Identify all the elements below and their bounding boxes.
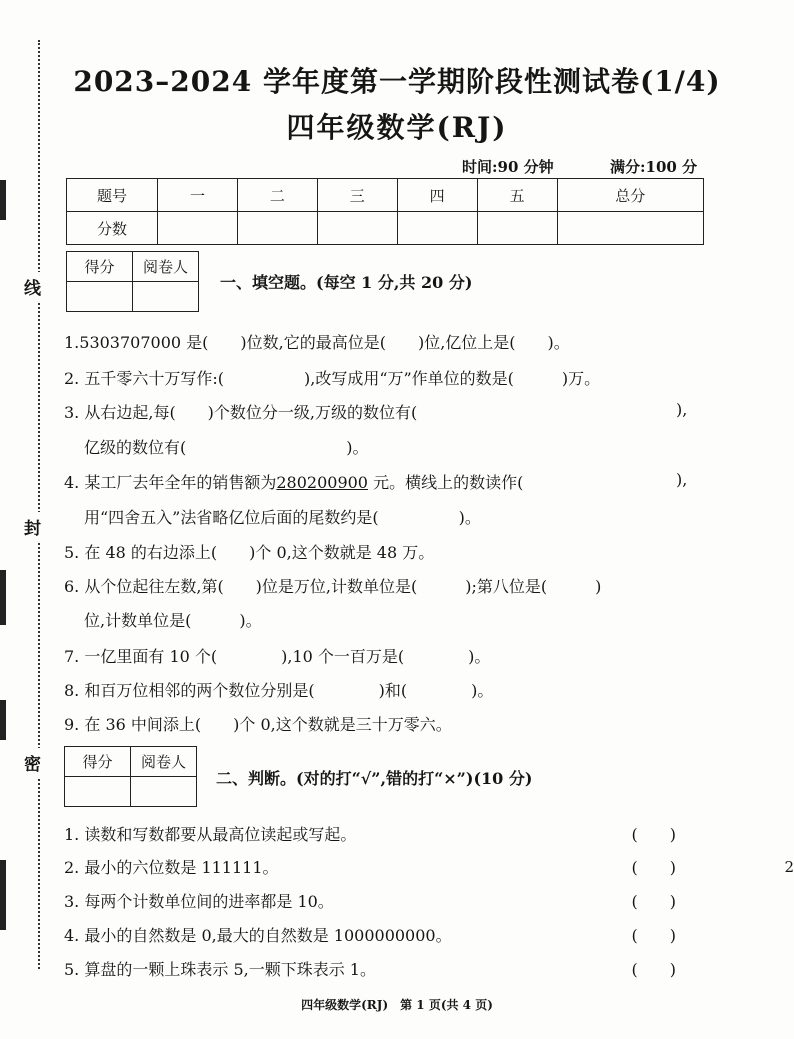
binding-line — [38, 40, 40, 969]
score-table-cell: 五 — [477, 179, 557, 212]
judge-item-2: 2. 最小的六位数是 111111。 — [64, 858, 279, 877]
question-3-line1: 3. 从右边起,每( )个数位分一级,万级的数位有( — [64, 403, 418, 422]
question-9: 9. 在 36 中间添上( )个 0,这个数就是三十万零六。 — [64, 715, 452, 734]
edge-mark — [0, 570, 6, 625]
score-input-cell[interactable] — [477, 212, 557, 245]
judge-answer-4[interactable]: ( ) — [631, 926, 676, 945]
question-2: 2. 五千零六十万写作:( ),改写成用“万”作单位的数是( )万。 — [64, 369, 601, 388]
question-4-paren-end: ), — [676, 470, 688, 489]
binding-char-mi: 密 — [24, 748, 41, 777]
question-5: 5. 在 48 的右边添上( )个 0,这个数就是 48 万。 — [64, 543, 435, 562]
exam-time: 时间:90 分钟 — [462, 158, 554, 176]
judge-answer-1[interactable]: ( ) — [631, 825, 676, 844]
judge-answer-5[interactable]: ( ) — [631, 960, 676, 979]
score-table-score-row — [67, 212, 704, 245]
question-4-line1 — [64, 470, 523, 493]
grader-box-1 — [66, 251, 199, 312]
edge-mark — [0, 180, 6, 220]
score-input-cell[interactable] — [237, 212, 317, 245]
question-4-suffix: 元。横线上的数读作( — [367, 473, 524, 492]
question-7: 7. 一亿里面有 10 个( ),10 个一百万是( )。 — [64, 647, 491, 666]
grader-box-2 — [64, 746, 197, 807]
side-page-number: 2 — [784, 858, 794, 876]
score-table-cell: 一 — [158, 179, 238, 212]
question-3-paren-end: ), — [676, 400, 688, 419]
score-table-cell: 四 — [397, 179, 477, 212]
score-table-cell: 三 — [317, 179, 397, 212]
question-1: 1.5303707000 是( )位数,它的最高位是( )位,亿位上是( )。 — [64, 333, 570, 352]
score-table-cell: 二 — [237, 179, 317, 212]
grader-reviewer-cell[interactable] — [133, 282, 199, 312]
score-table-cell: 题号 — [67, 179, 158, 212]
question-4-line2: 用“四舍五入”法省略亿位后面的尾数约是( )。 — [84, 508, 481, 527]
score-table-header-row — [67, 179, 704, 212]
score-input-cell[interactable] — [557, 212, 703, 245]
binding-char-feng: 封 — [24, 512, 41, 541]
question-4-number: 280200900 — [276, 473, 368, 492]
grader-reviewer-label: 阅卷人 — [133, 252, 199, 282]
score-input-cell[interactable] — [397, 212, 477, 245]
score-input-cell[interactable] — [158, 212, 238, 245]
score-input-cell[interactable] — [317, 212, 397, 245]
page-subtitle: 四年级数学(RJ) — [286, 111, 508, 144]
grader-reviewer-cell[interactable] — [131, 777, 197, 807]
page-footer: 四年级数学(RJ) 第 1 页(共 4 页) — [301, 998, 493, 1012]
section1-title: 一、填空题。(每空 1 分,共 20 分) — [220, 273, 473, 292]
judge-item-1: 1. 读数和写数都要从最高位读起或写起。 — [64, 825, 357, 844]
page-title: 2023–2024 学年度第一学期阶段性测试卷(1/4) — [73, 65, 721, 98]
question-6-line1: 6. 从个位起往左数,第( )位是万位,计数单位是( );第八位是( ) — [64, 577, 602, 596]
question-8: 8. 和百万位相邻的两个数位分别是( )和( )。 — [64, 681, 494, 700]
question-4-prefix: 4. 某工厂去年全年的销售额为 — [64, 473, 277, 492]
section2-title: 二、判断。(对的打“√”,错的打“×”)(10 分) — [216, 769, 533, 788]
binding-char-xian: 线 — [24, 272, 41, 301]
judge-answer-3[interactable]: ( ) — [631, 892, 676, 911]
full-score: 满分:100 分 — [610, 158, 698, 176]
edge-mark — [0, 700, 6, 740]
score-table-cell: 总分 — [557, 179, 703, 212]
judge-item-4: 4. 最小的自然数是 0,最大的自然数是 1000000000。 — [64, 926, 452, 945]
score-table-cell: 分数 — [67, 212, 158, 245]
question-3-line2: 亿级的数位有( )。 — [84, 438, 369, 457]
grader-score-cell[interactable] — [65, 777, 131, 807]
judge-item-3: 3. 每两个计数单位间的进率都是 10。 — [64, 892, 334, 911]
grader-score-label: 得分 — [65, 747, 131, 777]
grader-score-label: 得分 — [67, 252, 133, 282]
question-6-line2: 位,计数单位是( )。 — [84, 611, 262, 630]
grader-reviewer-label: 阅卷人 — [131, 747, 197, 777]
grader-score-cell[interactable] — [67, 282, 133, 312]
judge-item-5: 5. 算盘的一颗上珠表示 5,一颗下珠表示 1。 — [64, 960, 376, 979]
edge-mark — [0, 860, 6, 930]
judge-answer-2[interactable]: ( ) — [631, 858, 676, 877]
score-table — [66, 178, 704, 245]
